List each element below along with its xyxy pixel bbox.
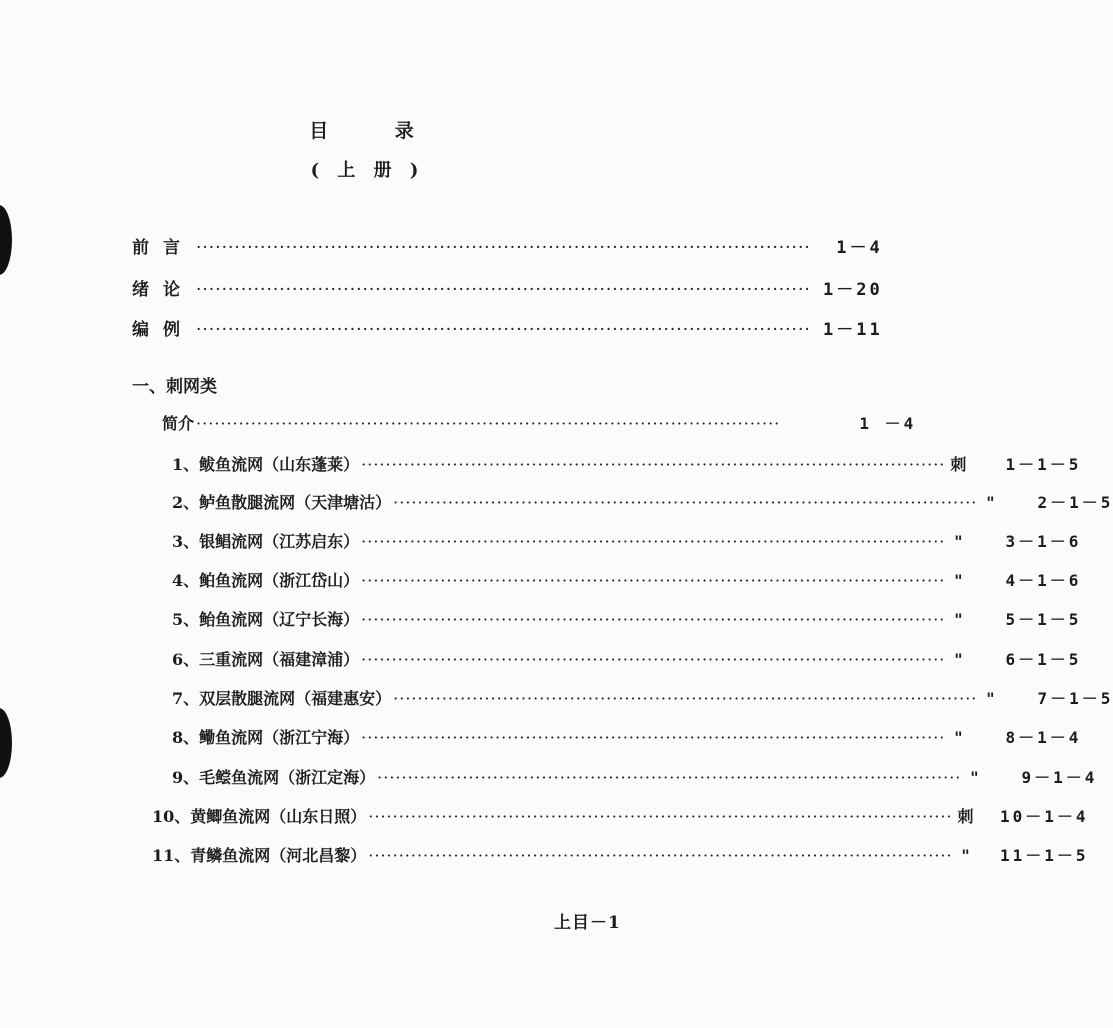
binding-hole-mark-bottom — [0, 708, 12, 778]
toc-entry-label: 6、三重流网（福建漳浦） — [172, 650, 360, 669]
toc-entry-page: 5－1－5 — [1005, 610, 1082, 629]
toc-entry-label: 绪论 — [132, 280, 194, 300]
binding-hole-mark-top — [0, 205, 12, 275]
leader-dots: ································································································ — [196, 320, 811, 340]
toc-entry-mark: " — [954, 571, 963, 590]
toc-entry-mark: " — [986, 689, 995, 708]
toc-entry-mark: " — [970, 768, 979, 787]
toc-entry-label: 10、黄鲫鱼流网（山东日照） — [152, 807, 367, 826]
toc-entry-page: 11－1－5 — [999, 846, 1089, 865]
toc-entry-mark: " — [954, 650, 963, 669]
leader-dots: ································································································ — [361, 610, 946, 629]
leader-dots: ································································································ — [361, 532, 946, 551]
toc-entry-label: 8、鳓鱼流网（浙江宁海） — [172, 728, 360, 747]
toc-entry-label: 编例 — [132, 320, 194, 340]
toc-entry-item[interactable] — [172, 647, 1082, 670]
toc-entry-item[interactable] — [172, 765, 1098, 788]
toc-entry-item[interactable] — [152, 804, 1089, 827]
leader-dots: ································································································ — [196, 280, 811, 300]
toc-entry-label: 7、双层散腿流网（福建惠安） — [172, 689, 392, 708]
toc-entry-page: 1－1－5 — [1005, 455, 1082, 474]
toc-entry-item[interactable] — [172, 725, 1082, 748]
leader-dots: ································································································ — [377, 768, 962, 787]
toc-entry-label: 前言 — [132, 238, 194, 258]
toc-entry-page: 1－11 — [823, 320, 883, 340]
toc-entry-mark: 刺 — [950, 455, 967, 474]
page-subtitle: ( 上 册 ) — [310, 160, 425, 181]
toc-entry-item[interactable] — [172, 607, 1082, 630]
leader-dots: ································································································ — [361, 728, 946, 747]
leader-dots: ································································································ — [361, 650, 946, 669]
leader-dots: ································································································ — [361, 571, 946, 590]
toc-entry-label: 简介 — [162, 414, 195, 433]
toc-entry-preface[interactable] — [132, 233, 883, 258]
toc-entry-page: 3－1－6 — [1005, 532, 1082, 551]
toc-entry-page: 1－4 — [836, 238, 883, 258]
toc-entry-page: 2－1－5 — [1037, 493, 1113, 512]
toc-entry-section-intro[interactable] — [162, 411, 917, 434]
toc-entry-mark: " — [986, 493, 995, 512]
toc-entry-page: 10－1－4 — [999, 807, 1089, 826]
toc-entry-mark: " — [954, 728, 963, 747]
toc-entry-page: 1 －4 — [859, 414, 917, 433]
toc-entry-mark: 刺 — [957, 807, 974, 826]
toc-entry-label: 4、鲌鱼流网（浙江岱山） — [172, 571, 360, 590]
leader-dots: ································································································ — [196, 414, 781, 433]
toc-entry-mark: " — [954, 532, 963, 551]
toc-entry-label: 11、青鳞鱼流网（河北昌黎） — [152, 846, 367, 865]
toc-entry-item[interactable] — [172, 686, 1113, 709]
toc-entry-item[interactable] — [172, 529, 1082, 552]
page-title: 目 录 — [309, 120, 444, 142]
toc-entry-page: 1－20 — [823, 280, 883, 300]
toc-entry-introduction[interactable] — [132, 275, 883, 300]
toc-entry-item[interactable] — [172, 490, 1113, 513]
leader-dots: ································································································ — [393, 689, 978, 708]
toc-entry-editorial-notes[interactable] — [132, 315, 883, 340]
leader-dots: ································································································ — [368, 807, 953, 826]
toc-entry-page: 8－1－4 — [1005, 728, 1082, 747]
leader-dots: ································································································ — [368, 846, 953, 865]
leader-dots: ································································································ — [196, 238, 811, 258]
toc-entry-label: 3、银鲳流网（江苏启东） — [172, 532, 360, 551]
toc-entry-label: 5、鲐鱼流网（辽宁长海） — [172, 610, 360, 629]
toc-entry-page: 7－1－5 — [1037, 689, 1113, 708]
toc-entry-item[interactable] — [172, 452, 1082, 475]
leader-dots: ································································································ — [393, 493, 978, 512]
toc-entry-page: 6－1－5 — [1005, 650, 1082, 669]
toc-entry-mark: " — [961, 846, 970, 865]
toc-entry-label: 2、鲈鱼散腿流网（天津塘沽） — [172, 493, 392, 512]
toc-entry-label: 1、鲅鱼流网（山东蓬莱） — [172, 455, 360, 474]
toc-entry-item[interactable] — [152, 843, 1089, 866]
section-heading: 一、刺网类 — [132, 377, 217, 397]
toc-entry-page: 4－1－6 — [1005, 571, 1082, 590]
toc-entry-page: 9－1－4 — [1021, 768, 1098, 787]
toc-entry-mark: " — [954, 610, 963, 629]
toc-entry-label: 9、毛鲿鱼流网（浙江定海） — [172, 768, 376, 787]
toc-entry-item[interactable] — [172, 568, 1082, 591]
page-number: 上目－1 — [554, 913, 621, 933]
leader-dots: ································································································ — [361, 455, 946, 474]
